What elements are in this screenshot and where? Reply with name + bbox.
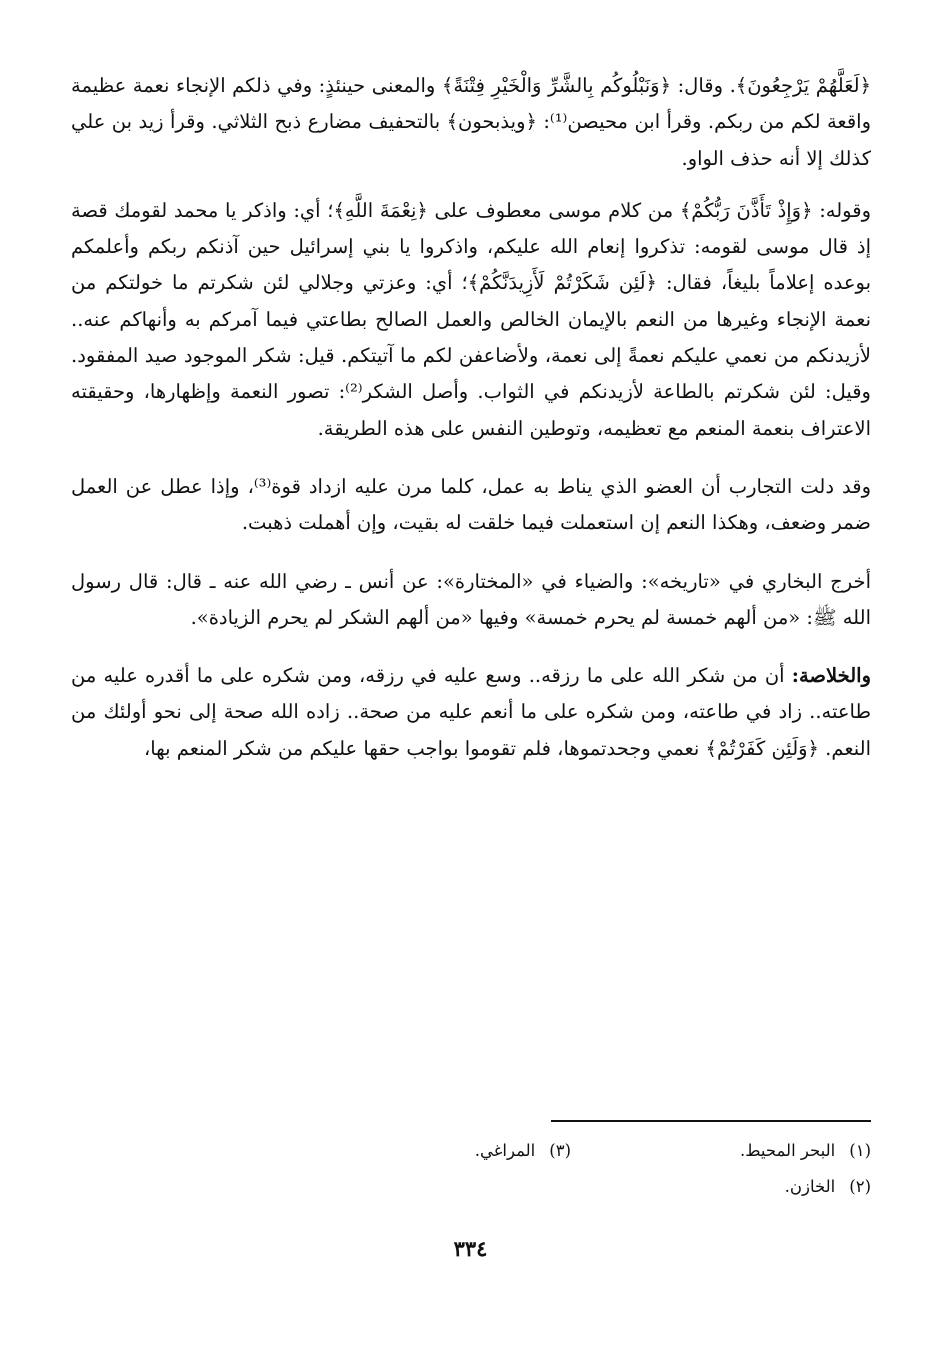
- footnote-2: [571, 1169, 871, 1205]
- footnote-text: البحر المحيط.: [739, 1141, 836, 1160]
- footnote-divider: [551, 1120, 871, 1122]
- footnote-1: [571, 1133, 871, 1169]
- footnote-row: [71, 1133, 871, 1169]
- paragraph-text: أن من شكر الله على ما رزقه.. وسع عليه في رزقه، ومن شكره على ما أقدره عليه من طاعته.. زاد في طاعته، ومن شكره على ما أنعم عليه من صحة.. زاده الله صحة إلى نحو أولئك من النعم. ﴿وَلَئِن كَفَرْتُمْ﴾ نعمي وجحدتموها، فلم تقوموا بواجب حقها عليكم من شكر المنعم بها،: [71, 664, 871, 760]
- footnote-number: (٢): [849, 1177, 871, 1196]
- page-number: ٣٣٤: [453, 1236, 488, 1261]
- paragraph-4: [71, 564, 871, 637]
- footnote-number: (٣): [549, 1141, 571, 1160]
- paragraph-text: أخرج البخاري في «تاريخه»: والضياء في «المختارة»: عن أنس ـ رضي الله عنه ـ قال: قال رسول الله ﷺ: «من ألهم خمسة لم يحرم خمسة» وفيها «من ألهم الشكر لم يحرم الزيادة».: [71, 569, 871, 629]
- paragraph-text: ﴿لَعَلَّهُمْ يَرْجِعُونَ﴾. وقال: ﴿وَنَبْلُوكُم بِالشَّرِّ وَالْخَيْرِ فِتْنَةً﴾ والمعنى حينئذٍ: وفي ذلكم الإنجاء نعمة عظيمة واقعة لكم من ربكم. وقرأ ابن محيصن⁽¹⁾: ﴿ويذبحون﴾ بالتحفيف مضارع ذبح الثلاثي. وقرأ زيد بن علي كذلك إلا أنه حذف الواو.: [71, 74, 871, 170]
- footnote-text: الخازن.: [784, 1177, 836, 1196]
- footnote-text: المراغي.: [474, 1141, 536, 1160]
- paragraph-lead-conclusion: والخلاصة:: [791, 664, 871, 688]
- paragraph-text: وقوله: ﴿وَإِذْ تَأَذَّنَ رَبُّكُمْ﴾ من كلام موسى معطوف على ﴿نِعْمَةَ اللَّهِ﴾؛ أي: واذكر يا محمد لقومك قصة إذ قال موسى لقومه: تذكروا إنعام الله عليكم، واذكروا يا بني إسرائيل حين آذنكم ربكم وأعلمكم بوعده إعلاماً بليغاً، فقال: ﴿لَئِن شَكَرْتُمْ لَأَزِيدَنَّكُمْ﴾؛ أي: وعزتي وجلالي لئن شكرتم ما خولتكم من نعمة الإنجاء وغيرها من النعم بالإيمان الخالص والعمل الصالح بطاعتي فيما آمركم به وأنهاكم عنه.. لأزيدنكم من نعمي عليكم نعمةً إلى نعمة، ولأضاعفن لكم ما آتيتكم. قيل: شكر الموجود صيد المفقود. وقيل: لئن شكرتم بالطاعة لأزيدنكم في الثواب. وأصل الشكر⁽²⁾: تصور النعمة وإظهارها، وحقيقته الاعتراف بنعمة المنعم مع تعظيمه، وتوطين النفس على هذه الطريقة.: [71, 198, 871, 440]
- paragraph-text: وقد دلت التجارب أن العضو الذي يناط به عمل، كلما مرن عليه ازداد قوة⁽³⁾، وإذا عطل عن العمل ضمر وضعف، وهكذا النعم إن استعملت فيما خلقت له بقيت، وإن أهملت ذهبت.: [71, 474, 871, 535]
- paragraph-5: [71, 658, 871, 767]
- main-text: [71, 68, 871, 789]
- footnote-row: [71, 1169, 871, 1205]
- footnotes: [71, 1133, 871, 1205]
- paragraph-2: [71, 193, 871, 447]
- footnote-3: [271, 1133, 571, 1169]
- paragraph-1: [71, 68, 871, 177]
- footnote-number: (١): [849, 1141, 871, 1160]
- paragraph-3: [71, 469, 871, 542]
